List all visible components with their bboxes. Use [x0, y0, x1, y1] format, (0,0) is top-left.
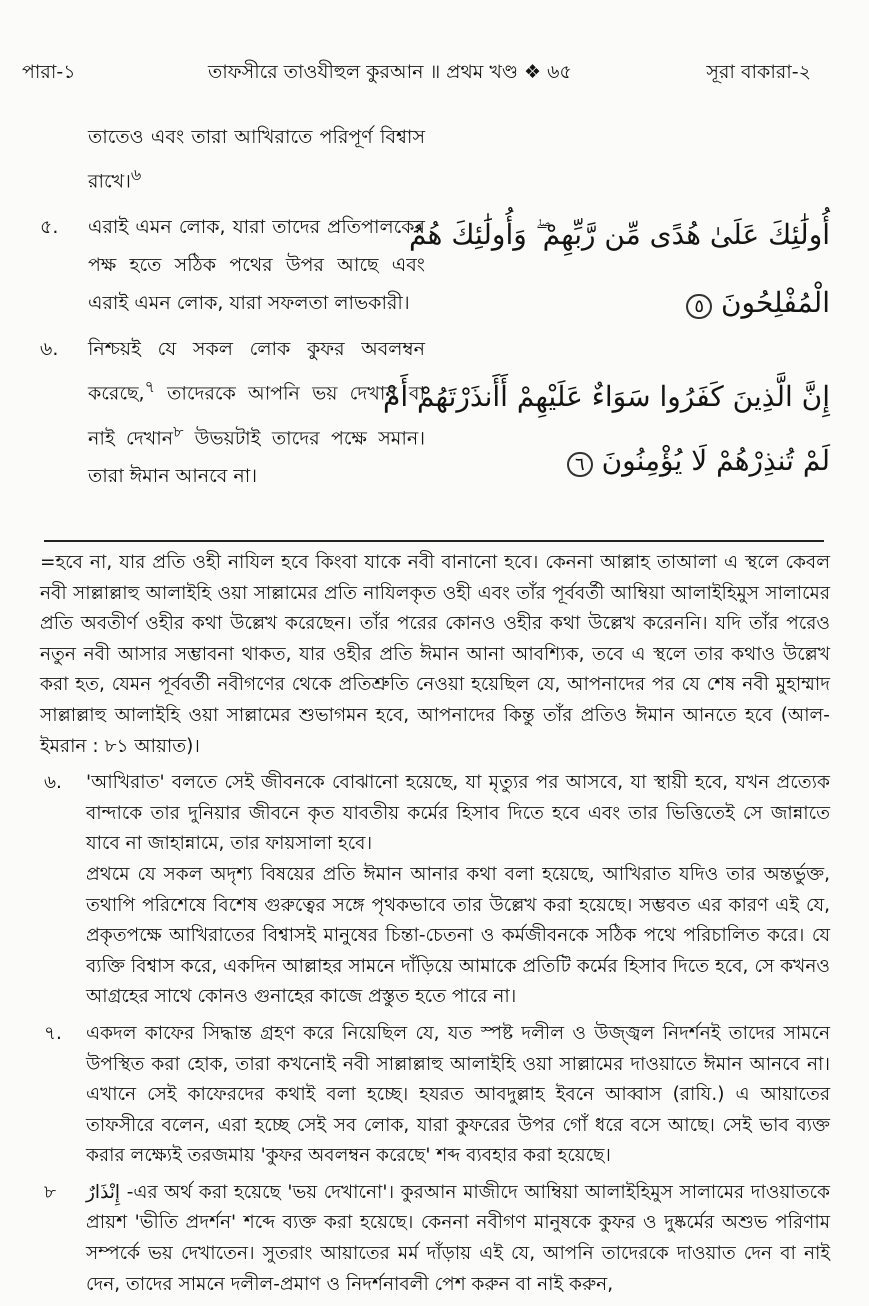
- ayah-end-marker: ٥: [686, 294, 712, 319]
- footnote-item: [40, 768, 830, 1013]
- arabic-verse-line: [561, 444, 830, 477]
- verses-section: [40, 118, 830, 538]
- verse-text: তাদেরকে আপনি ভয় দেখান বা নাই দেখান: [88, 382, 425, 449]
- book-title: তাফসীরে তাওযীহুল কুরআন ॥ প্রথম খণ্ড ❖ ৬৫: [208, 61, 572, 83]
- arabic-term: إِنْذَارٌ: [86, 1181, 121, 1203]
- verse-text: উভয়টাই তাদের পক্ষে সমান। তারা ঈমান আনবে না।: [88, 426, 426, 487]
- footnote-marker: ৭: [144, 377, 155, 397]
- footnote-divider: [44, 540, 824, 542]
- footnote-text: প্রথমে যে সকল অদৃশ্য বিষয়ের প্রতি ঈমান আনার কথা বলা হয়েছে, আখিরাত যদিও তার অন্তর্ভুক্ত, তথাপি পরিশেষে বিশেষ গুরুত্বের সঙ্গে পৃথকভাবে তার উল্লেখ করা হয়েছে। সম্ভবত এর কারণ এই যে, প্রকৃতপক্ষে আখিরাতের বিশ্বাসই মানুষের চিন্তা-চেতনা ও কর্মজীবনকে সঠিক পথে পরিচালিত করে। যে ব্যক্তি বিশ্বাস করে, একদিন আল্লাহর সামনে দাঁড়িয়ে আমাকে প্রতিটি কর্মের হিসাব দিতে হবে, সে কখনও আগ্রহের সাথে কোনও গুনাহের কাজে প্রস্তুত হতে পারে না।: [86, 863, 830, 1008]
- footnote-marker: ৬: [130, 165, 142, 184]
- footnote-number: ৭.: [44, 1022, 62, 1044]
- arabic-verse-line: [680, 286, 830, 319]
- verse-text: নিশ্চয়ই যে সকল লোক কুফর অবলম্বন করেছে,: [88, 338, 425, 405]
- footnote-continued: [40, 548, 830, 762]
- arabic-verse-line: إِنَّ الَّذِينَ كَفَرُوا سَوَاءٌ عَلَيْهِمْ أَأَنذَرْتَهُمْ أَمْ: [383, 380, 830, 413]
- footnote-text: একদল কাফের সিদ্ধান্ত গ্রহণ করে নিয়েছিল যে, যত স্পষ্ট দলীল ও উজ্জ্বল নিদর্শনই তাদের সামনে উপস্থিত করা হোক, তারা কখনোই নবী সাল্লাল্লাহু আলাইহি ওয়া সাল্লামের দাওয়াতে ঈমান আনবে না। এখানে সেই কাফেরদের কথাই বলা হচ্ছে। হযরত আবদুল্লাহ ইবনে আব্বাস (রাযি.) এ আয়াতের তাফসীরে বলেন, এরা হচ্ছে সেই সব লোক, যারা কুফরের উপর গোঁ ধরে বসে আছে। সেই ভাব ব্যক্ত করার লক্ষ্যেই তরজমায় 'কুফর অবলম্বন করেছে' শব্দ ব্যবহার করা হয়েছে।: [86, 1022, 830, 1167]
- verse-number: ৫.: [40, 216, 59, 239]
- ayah-end-marker: ٦: [567, 452, 593, 477]
- footnote-item: [40, 1019, 830, 1172]
- arabic-verse-text: الْمُفْلِحُونَ: [720, 286, 830, 319]
- surah-label: সূরা বাকারা-২: [706, 61, 811, 83]
- footnote-number: ৮: [44, 1181, 57, 1203]
- footnote-text-rest: -এর অর্থ করা হয়েছে 'ভয় দেখানো'। কুরআন মাজীদে আম্বিয়া আলাইহিমুস সালামের দাওয়াতকে প্রায়শ 'ভীতি প্রদর্শন' শব্দে ব্যক্ত করা হয়েছে। কেননা নবীগণ মানুষকে কুফর ও দুষ্কর্মের অশুভ পরিণাম সম্পর্কে ভয় দেখাতেন। সুতরাং আয়াতের মর্ম দাঁড়ায় এই যে, আপনি তাদেরকে দাওয়াত দেন বা নাই দেন, তাদের সামনে দলীল-প্রমাণ ও নিদর্শনাবলী পেশ করুন বা নাই করুন,: [86, 1181, 830, 1295]
- footnote-number: ৬.: [44, 772, 62, 794]
- footnote-text: [86, 1178, 830, 1300]
- footnotes-section: [40, 548, 830, 1306]
- verse-item: [40, 330, 425, 495]
- verse-number: ৬.: [40, 338, 59, 361]
- verse-continuation-text: তাতেও এবং তারা আখিরাতে পরিপূর্ণ বিশ্বাস রাখে।: [88, 126, 425, 193]
- page-header: [0, 58, 869, 98]
- para-label: পারা-১: [22, 61, 76, 83]
- footnote-text: =হবে না, যার প্রতি ওহী নাযিল হবে কিংবা যাকে নবী বানানো হবে। কেননা আল্লাহ তাআলা এ স্থলে কেবল নবী সাল্লাল্লাহু আলাইহি ওয়া সাল্লামের প্রতি নাযিলকৃত ওহী এবং তাঁর পূর্ববর্তী আম্বিয়া আলাইহিমুস সালামের প্রতি অবতীর্ণ ওহীর কথা উল্লেখ করেছেন। তাঁর পরের কোনও ওহীর কথা উল্লেখ করেননি। যদি তাঁর পরেও নতুন নবী আসার সম্ভাবনা থাকত, যার ওহীর প্রতি ঈমান আনা আবশ্যিক, তবে এ স্থলে তার কথাও উল্লেখ করা হত, যেমন পূর্ববর্তী নবীগণের থেকে প্রতিশ্রুতি নেওয়া হয়েছিল যে, আপনাদের পর যে শেষ নবী মুহাম্মাদ সাল্লাল্লাহু আলাইহি ওয়া সাল্লামের শুভাগমন হবে, আপনাদের কিন্তু তাঁর প্রতিও ঈমান আনতে হবে (আল-ইমরান : ৮১ আয়াত)।: [40, 552, 830, 757]
- footnote-text: 'আখিরাত' বলতে সেই জীবনকে বোঝানো হয়েছে, যা মৃত্যুর পর আসবে, যা স্থায়ী হবে, যখন প্রত্যেক বান্দাকে তার দুনিয়ার জীবনে কৃত যাবতীয় কর্মের হিসাব দিতে হবে এবং তার ভিত্তিতেই সে জান্নাতে যাবে না জাহান্নামে, তার ফায়সালা হবে।: [86, 772, 830, 855]
- arabic-verse-text: لَمْ تُنذِرْهُمْ لَا يُؤْمِنُونَ: [601, 444, 830, 477]
- verse-item: [40, 208, 425, 322]
- footnote-marker: ৮: [173, 421, 184, 441]
- arabic-verse-line: أُولَٰئِكَ عَلَىٰ هُدًى مِّن رَّبِّهِمْ ۖ وَأُولَٰئِكَ هُمُ: [409, 218, 830, 251]
- footnote-item: [40, 1178, 830, 1300]
- verse-text: এরাই এমন লোক, যারা তাদের প্রতিপালকের পক্ষ হতে সঠিক পথের উপর আছে এবং এরাই এমন লোক, যারা সফলতা লাভকারী।: [88, 216, 425, 315]
- bengali-translation: [40, 118, 425, 495]
- verse-continuation: [40, 118, 425, 200]
